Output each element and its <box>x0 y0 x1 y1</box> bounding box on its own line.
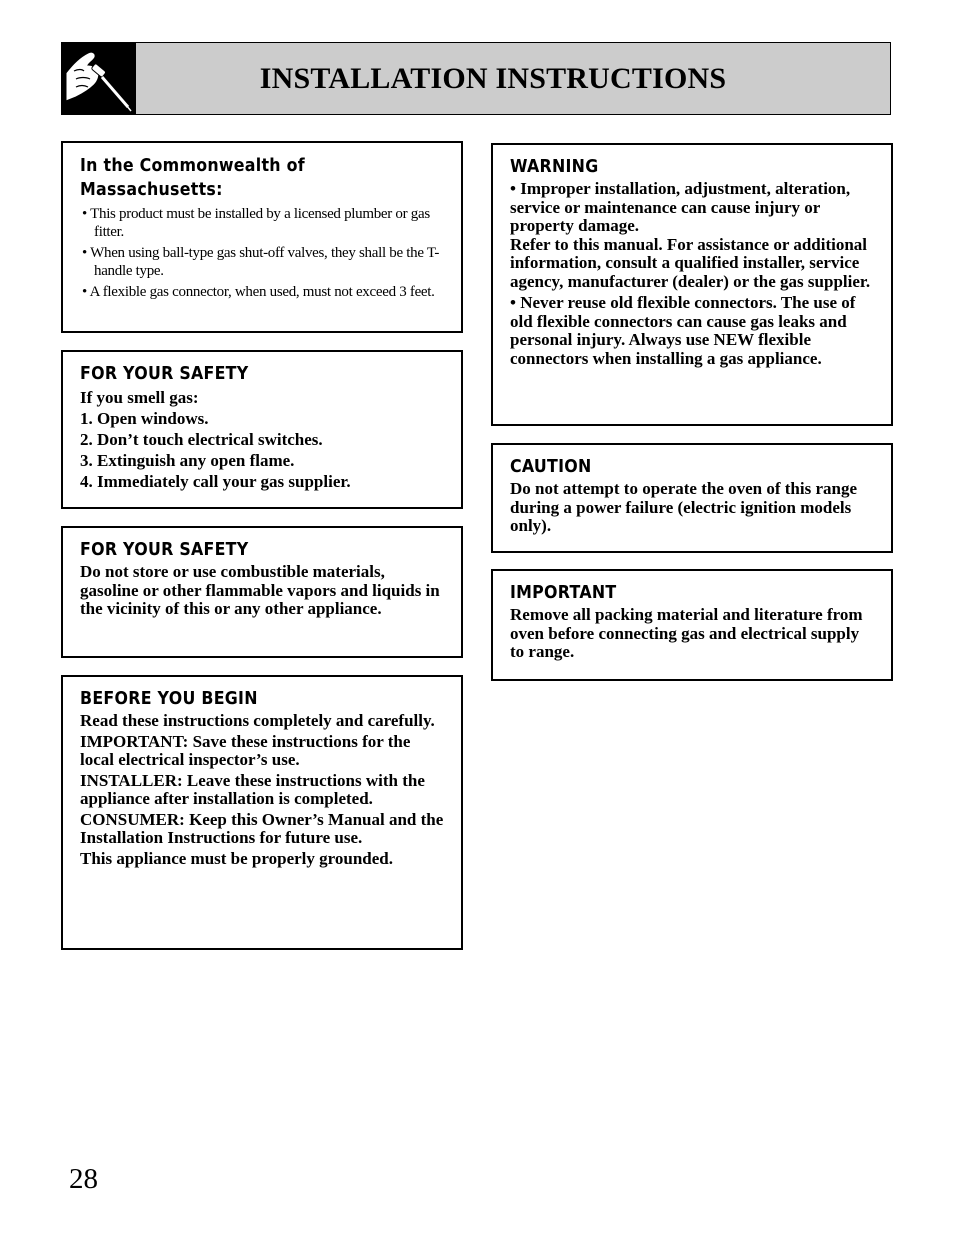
hand-with-screwdriver-icon <box>62 43 136 114</box>
paragraph: INSTALLER: Leave these instructions with the appliance after installation is completed. <box>80 770 425 808</box>
page-header <box>61 42 891 115</box>
warning-heading: WARNING <box>510 156 599 177</box>
paragraph: IMPORTANT: Save these instructions for the local electrical inspector’s use. <box>80 731 411 769</box>
before-you-begin-text <box>80 712 447 868</box>
safety-storage-heading: FOR YOUR SAFETY <box>80 539 249 560</box>
important-heading: IMPORTANT <box>510 582 617 603</box>
safety-gas-smell-list <box>80 387 447 492</box>
page-number: 28 <box>69 1163 98 1195</box>
before-you-begin-box <box>61 675 463 950</box>
important-text: Remove all packing material and literature from oven before connecting gas and electrical supply to range. <box>510 605 863 661</box>
page-title: INSTALLATION INSTRUCTIONS <box>259 61 727 95</box>
caution-heading: CAUTION <box>510 456 592 477</box>
warning-text <box>510 180 877 368</box>
paragraph: CONSUMER: Keep this Owner’s Manual and the Installation Instructions for future use. <box>80 809 444 847</box>
safety-gas-smell-box <box>61 350 463 509</box>
list-item: • When using ball-type gas shut-off valves, they shall be the T-handle type. <box>82 245 440 279</box>
safety-storage-text: Do not store or use combustible materials, gasoline or other flammable vapors and liquids in the vicinity of this or any other appliance. <box>80 562 440 618</box>
massachusetts-bullet-list <box>80 205 447 301</box>
list-item: • A flexible gas connector, when used, must not exceed 3 feet. <box>82 284 435 300</box>
safety-storage-box <box>61 526 463 658</box>
before-you-begin-heading: BEFORE YOU BEGIN <box>80 688 258 709</box>
paragraph: This appliance must be properly grounded. <box>80 848 393 868</box>
paragraph: Read these instructions completely and carefully. <box>80 711 435 730</box>
important-box <box>491 569 893 681</box>
paragraph: Refer to this manual. For assistance or additional information, consult a qualified installer, service agency, manufacturer (dealer) or the gas supplier. <box>510 234 871 291</box>
list-item: • This product must be installed by a licensed plumber or gas fitter. <box>82 206 430 240</box>
safety-gas-smell-heading: FOR YOUR SAFETY <box>80 363 249 384</box>
list-item: 1. Open windows. <box>80 409 209 428</box>
list-item: If you smell gas: <box>80 388 199 407</box>
caution-box <box>491 443 893 553</box>
massachusetts-heading-line2: Massachusetts: <box>80 179 223 200</box>
list-item: 2. Don’t touch electrical switches. <box>80 430 323 449</box>
massachusetts-notice-box <box>61 141 463 333</box>
massachusetts-heading <box>80 154 403 202</box>
massachusetts-heading-line1: In the Commonwealth of <box>80 155 305 176</box>
paragraph: • Never reuse old flexible connectors. The use of old flexible connectors can cause gas leaks and personal injury. Always use NEW flexible connectors when installing a gas appliance. <box>510 293 856 368</box>
list-item: 4. Immediately call your gas supplier. <box>80 472 351 491</box>
paragraph: • Improper installation, adjustment, alteration, service or maintenance can cause injury or property damage. <box>510 179 851 235</box>
list-item: 3. Extinguish any open flame. <box>80 451 295 470</box>
warning-box <box>491 143 893 426</box>
caution-text: Do not attempt to operate the oven of this range during a power failure (electric ignition models only). <box>510 479 858 535</box>
